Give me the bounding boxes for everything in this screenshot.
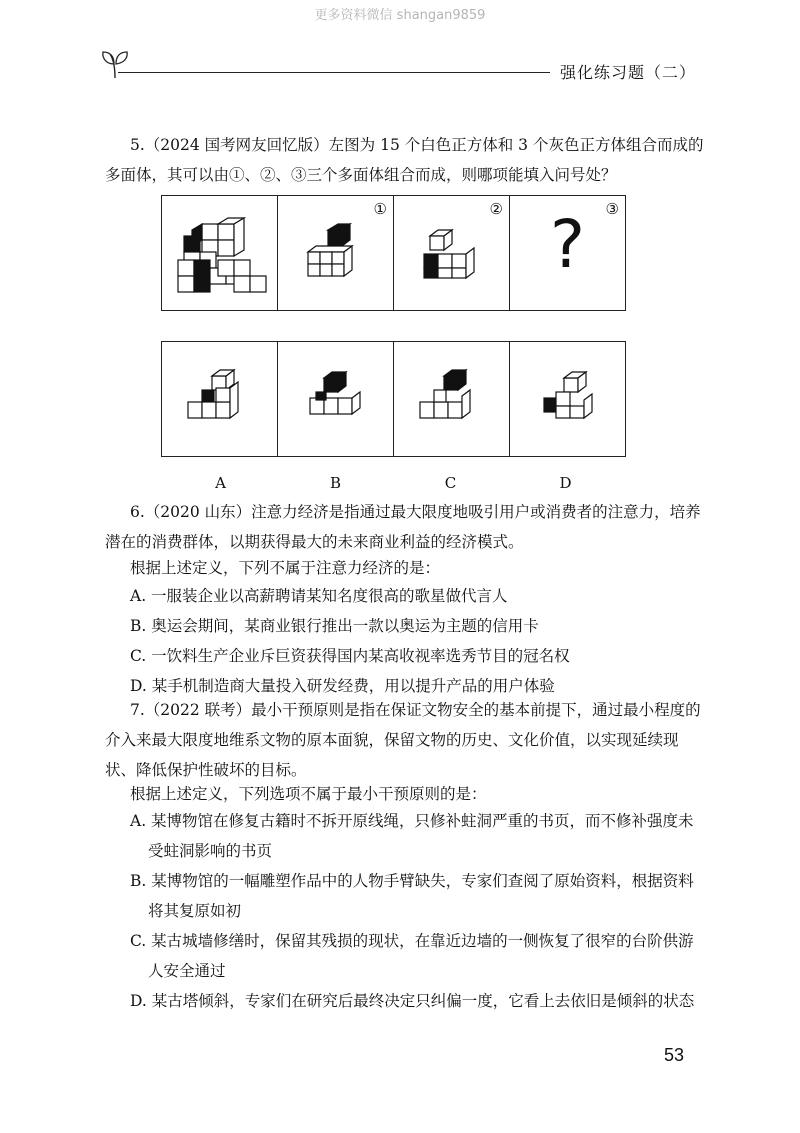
option-c-figure[interactable]: [394, 342, 510, 456]
page-number: 53: [664, 1045, 685, 1065]
option-a-figure[interactable]: [162, 342, 278, 456]
header-rule: [118, 72, 550, 73]
question-6-options: [130, 581, 705, 701]
q7-option-c[interactable]: C. 某古城墙修缮时，保留其残损的现状，在靠近边墙的一侧恢复了很窄的台阶供游人安全通过: [130, 932, 694, 980]
question-mark: ?: [549, 206, 586, 283]
q6-option-d[interactable]: D. 某手机制造商大量投入研发经费，用以提升产品的用户体验: [130, 677, 555, 695]
part-2: [394, 196, 510, 310]
option-d-label[interactable]: D: [559, 474, 572, 492]
mark-1: ①: [373, 200, 387, 218]
option-b-figure[interactable]: [278, 342, 394, 456]
question-7-options: [130, 806, 705, 1016]
q6-option-c[interactable]: C. 一饮料生产企业斥巨资获得国内某高收视率选秀节目的冠名权: [130, 647, 570, 665]
option-a-label[interactable]: A: [215, 474, 226, 492]
q7-option-d[interactable]: D. 某古塔倾斜，专家们在研究后最终决定只纠偏一度，它看上去依旧是倾斜的状态: [130, 992, 695, 1010]
option-b-label[interactable]: B: [329, 474, 342, 492]
q6-option-b[interactable]: B. 奥运会期间，某商业银行推出一款以奥运为主题的信用卡: [130, 617, 539, 635]
mark-3: ③: [605, 200, 619, 218]
header-title: 强化练习题（二）: [560, 63, 697, 82]
option-labels: [163, 474, 623, 492]
question-6-prompt: 根据上述定义，下列不属于注意力经济的是：: [130, 559, 441, 577]
part-3-unknown: [510, 196, 625, 310]
options-figure-row: [161, 341, 626, 457]
q7-option-b[interactable]: B. 某博物馆的一幅雕塑作品中的人物手臂缺失，专家们查阅了原始资料，根据资料将其复原如初: [130, 872, 694, 920]
leaf-icon: [100, 44, 130, 80]
question-6-text: 6.（2020 山东）注意力经济是指通过最大限度地吸引用户或消费者的注意力，培养潜在的消费群体，以期获得最大的未来商业利益的经济模式。: [105, 503, 701, 551]
mark-2: ②: [489, 200, 503, 218]
composite-figure: [162, 196, 278, 310]
part-1: [278, 196, 394, 310]
question-7-text: 7.（2022 联考）最小干预原则是指在保证文物安全的基本前提下，通过最小程度的介入来最大限度地维系文物的原本面貌，保留文物的历史、文化价值，以实现延续现状、降低保护性破坏的目标。: [105, 701, 701, 779]
option-d-figure[interactable]: [510, 342, 625, 456]
question-7-prompt: 根据上述定义，下列选项不属于最小干预原则的是：: [130, 785, 487, 803]
watermark: 更多资料微信 shangan9859: [314, 8, 486, 23]
option-c-label[interactable]: C: [444, 474, 457, 492]
question-5-text: 5.（2024 国考网友回忆版）左图为 15 个白色正方体和 3 个灰色正方体组合而成的多面体，其可以由①、②、③三个多面体组合而成，则哪项能填入问号处？: [105, 136, 704, 184]
q6-option-a[interactable]: A. 一服装企业以高薪聘请某知名度很高的歌星做代言人: [130, 587, 508, 605]
question-figure-row: [161, 195, 626, 311]
q7-option-a[interactable]: A. 某博物馆在修复古籍时不拆开原线绳，只修补蛀洞严重的书页，而不修补强度未受蛀洞影响的书页: [130, 812, 694, 860]
